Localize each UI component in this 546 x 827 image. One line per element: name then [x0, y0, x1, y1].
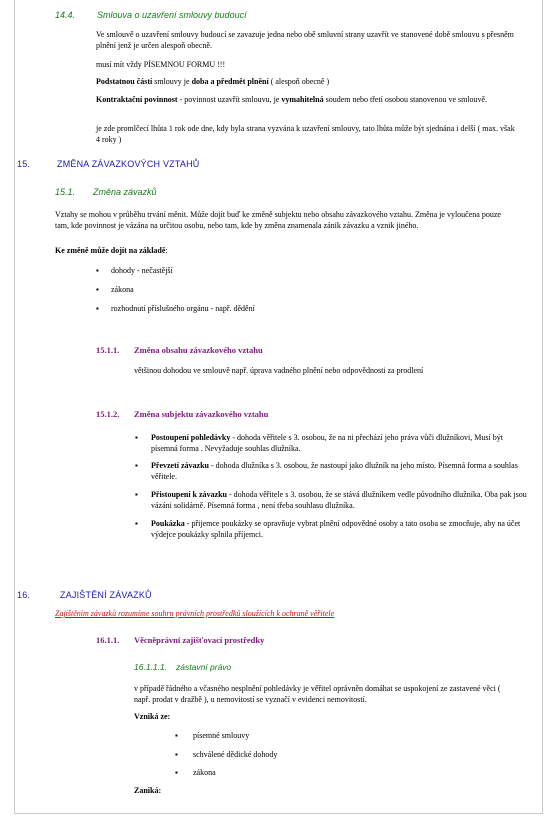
bullet-icon: ▪ — [135, 461, 138, 470]
list-item: písemné smlouvy — [193, 731, 250, 740]
paragraph: Ke změně může dojít na základě: — [55, 246, 168, 255]
heading-14-4 — [55, 10, 247, 20]
heading-16-1-1 — [96, 635, 265, 645]
heading-number: 16.1.1. — [96, 635, 120, 645]
heading-number: 16.1.1.1. — [134, 662, 168, 672]
definition-text: Zajištěním závazků rozumíme souhrn právních prostředků sloužících k ochraně věřitele — [55, 609, 335, 618]
paragraph: Kontraktační povinnost - povinnost uzavřít smlouvu, je vymahitelná soudem nebo třetí osobou stanovenou ve smlouvě. — [96, 95, 488, 104]
heading-16 — [17, 590, 152, 600]
heading-number: 15.1.1. — [96, 345, 120, 355]
bullet-icon: ▪ — [96, 304, 99, 313]
heading-title: Změna subjektu závazkového vztahu — [134, 409, 269, 419]
heading-number: 16. — [17, 590, 31, 600]
heading-number: 15.1. — [55, 187, 76, 197]
paragraph: Vzniká ze: — [134, 712, 171, 721]
paragraph: musí mít vždy PÍSEMNOU FORMU !!! — [96, 60, 226, 69]
bullet-icon: ▪ — [175, 768, 178, 777]
bullet-icon: ▪ — [175, 750, 178, 759]
heading-number: 15. — [17, 159, 31, 169]
list-item: schválené dědické dohody — [193, 750, 278, 759]
paragraph: většinou dohodou ve smlouvě např. úprava vadného plnění nebo odpovědnosti za prodlení — [134, 366, 424, 375]
heading-15-1 — [55, 187, 157, 197]
paragraph: Ve smlouvě o uzavření smlouvy budoucí se zavazuje jedna nebo obě smluvní strany uzavřít ve stanovené době smlouvu s přesněm plnění jenž je určen alespoň obecně. — [96, 30, 514, 50]
list-item: rozhodnutí příslušného orgánu - např. dědění — [111, 304, 255, 313]
list-item: Převzetí závazku - dohoda dlužníka s 3. osobou, že nastoupí jako dlužník na jeho místo. Písemná forma a souhlas věřitele. — [151, 461, 518, 481]
bullet-icon: ▪ — [135, 490, 138, 499]
heading-title: Věcněprávní zajišťovací prostředky — [134, 635, 265, 645]
paragraph: v případě řádného a včasného nesplnění pohledávky je věřitel oprávněn domáhat se uspokojení ze zastavené věci ( např. prodat v dražbě ), u nemovitostí se vyznačí v evidenci nemovitostí. — [134, 684, 501, 704]
bullet-icon: ▪ — [135, 519, 138, 528]
heading-16-1-1-1 — [134, 662, 232, 672]
list-item: Přistoupení k závazku - dohoda věřitele s 3. osobou, že se stává dlužníkem vedle původního dlužníka. Oba pak jsou vázáni solidárně. Písemná forma , není třeba souhlasu dlužníka. — [151, 490, 527, 510]
list-item: dohody - nečastější — [111, 266, 173, 275]
list-item: zákona — [193, 768, 216, 777]
heading-15 — [17, 159, 200, 169]
heading-15-1-2 — [96, 409, 269, 419]
heading-title: Změna závazků — [93, 187, 157, 197]
list-item: Poukázka - přijemce poukázky se opravňuje vybrat plnění odpovědné osoby a tato osoba se zmocňuje, aby na účet výdejce poukázky splnila příjemci. — [151, 519, 521, 539]
heading-number: 14.4. — [55, 10, 76, 20]
paragraph: Podstatnou částí smlouvy je doba a předmět plnění ( alespoň obecně ) — [96, 77, 330, 86]
heading-number: 15.1.2. — [96, 409, 120, 419]
heading-title: Změna obsahu závazkového vztahu — [134, 345, 263, 355]
list-item: zákona — [111, 285, 134, 294]
bullet-icon: ▪ — [135, 433, 138, 442]
bullet-icon: ▪ — [175, 731, 178, 740]
heading-title: ZAJIŠTĚNÍ ZÁVAZKŮ — [60, 590, 152, 600]
heading-title: Smlouva o uzavření smlouvy budoucí — [97, 10, 247, 20]
list-item: Postoupení pohledávky - dohoda věřitele s 3. osobou, že na ni přechází jeho práva vůči dlužníkovi, Musí být písemná forma . Nevyžaduje souhlas dlužníka. — [151, 433, 503, 453]
paragraph: Vztahy se mohou v průběhu trvání měnit. Může dojít buď ke změně subjektu nebo obsahu závazkového vztahu. Změna je vyloučena pouze tam, kde povinnost je vázána na určitou osobu, nebo tam, kde by změna znamenala zánik závazku a vznik jiného. — [55, 210, 501, 230]
bullet-icon: ▪ — [96, 266, 99, 275]
heading-title: zástavní právo — [176, 662, 232, 672]
paragraph: je zde promlčecí lhůta 1 rok ode dne, kdy byla strana vyzvána k uzavření smlouvy, tato lhůta může být sjednána i delší ( max. však 4 roky ) — [96, 124, 515, 144]
paragraph: Zaniká: — [134, 786, 162, 795]
heading-title: ZMĚNA ZÁVAZKOVÝCH VZTAHŮ — [57, 159, 200, 169]
heading-15-1-1 — [96, 345, 263, 355]
bullet-icon: ▪ — [96, 285, 99, 294]
